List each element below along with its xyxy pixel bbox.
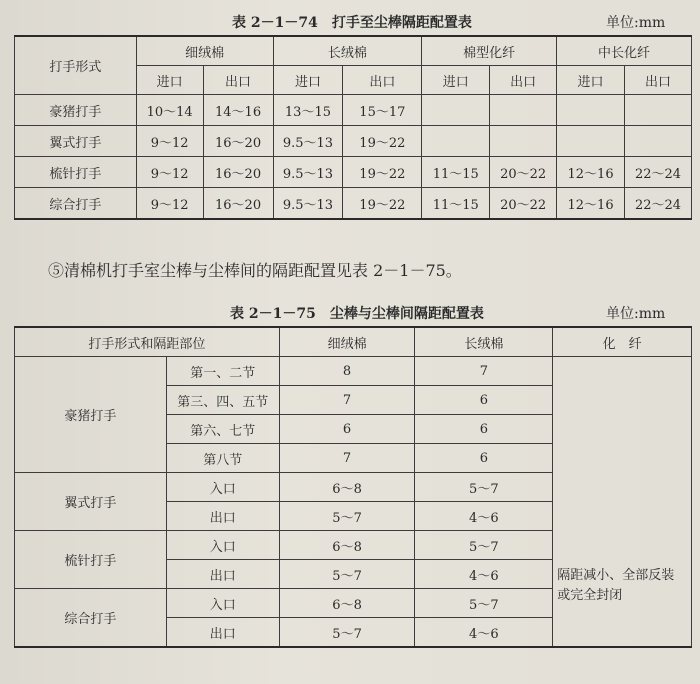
part-cell: 入口 (166, 473, 279, 502)
part-cell: 出口 (166, 560, 279, 589)
table1-row-label-header: 打手形式 (15, 36, 137, 95)
table-cell: 6～8 (279, 473, 415, 502)
table-cell: 9.5～13 (273, 188, 343, 220)
table-cell (625, 95, 692, 126)
table1-group-header: 棉型化纤 (422, 36, 557, 66)
table-cell: 22～24 (625, 157, 692, 188)
table-cell: 19～22 (343, 126, 422, 157)
table-cell: 16～20 (203, 126, 273, 157)
table1-sub-header: 出口 (203, 66, 273, 95)
table1-group-header: 细绒棉 (136, 36, 273, 66)
table-cell: 11～15 (422, 188, 490, 220)
table-cell (490, 95, 557, 126)
table-cell: 7 (415, 357, 553, 386)
table1-group-header: 长绒棉 (273, 36, 422, 66)
table-cell: 5～7 (415, 531, 553, 560)
table-cell: 5～7 (415, 473, 553, 502)
table-cell: 16～20 (203, 157, 273, 188)
table1 (14, 35, 692, 220)
table1-sub-header: 进口 (557, 66, 625, 95)
table-cell: 20～22 (490, 188, 557, 220)
table-cell: 6～8 (279, 531, 415, 560)
table-cell: 4～6 (415, 560, 553, 589)
row-name: 梳针打手 (15, 157, 137, 188)
group-name: 翼式打手 (15, 473, 167, 531)
table1-sub-header: 进口 (273, 66, 343, 95)
group-name: 豪猪打手 (15, 357, 167, 473)
table-cell: 9.5～13 (273, 157, 343, 188)
table-row (15, 126, 692, 157)
table2-unit: 单位:mm (606, 306, 666, 322)
table-cell: 22～24 (625, 188, 692, 220)
table-cell: 4～6 (415, 502, 553, 531)
table2-header-chem: 化 纤 (553, 327, 692, 357)
table2-header-long: 长绒棉 (415, 327, 553, 357)
table-cell: 13～15 (273, 95, 343, 126)
table-cell (557, 95, 625, 126)
table-cell: 16～20 (203, 188, 273, 220)
table-cell: 7 (279, 386, 415, 415)
table-cell: 7 (279, 444, 415, 473)
table1-sub-header: 出口 (343, 66, 422, 95)
part-cell: 第八节 (166, 444, 279, 473)
table-cell (422, 126, 490, 157)
table-cell: 9～12 (136, 188, 203, 220)
table-cell: 8 (279, 357, 415, 386)
table-cell: 19～22 (343, 188, 422, 220)
table-cell: 6 (415, 386, 553, 415)
table-cell (490, 126, 557, 157)
group-name: 梳针打手 (15, 531, 167, 589)
part-cell: 第一、二节 (166, 357, 279, 386)
body-paragraph: ⑤清棉机打手室尘棒与尘棒间的隔距配置见表 2－1－75。 (48, 261, 462, 280)
part-cell: 入口 (166, 531, 279, 560)
table1-caption: 表 2－1－74 打手至尘棒隔距配置表 (232, 15, 472, 31)
table2-header-part: 打手形式和隔距部位 (15, 327, 280, 357)
row-name: 豪猪打手 (15, 95, 137, 126)
table-cell: 5～7 (415, 589, 553, 618)
table-cell: 6 (279, 415, 415, 444)
table-cell: 5～7 (279, 502, 415, 531)
table-cell: 19～22 (343, 157, 422, 188)
table-cell: 11～15 (422, 157, 490, 188)
table-row (15, 157, 692, 188)
table1-sub-header: 出口 (625, 66, 692, 95)
row-name: 翼式打手 (15, 126, 137, 157)
table-cell: 12～16 (557, 188, 625, 220)
table-cell: 14～16 (203, 95, 273, 126)
table-cell: 5～7 (279, 560, 415, 589)
part-cell: 出口 (166, 618, 279, 648)
table-cell: 9～12 (136, 126, 203, 157)
table1-unit: 单位:mm (606, 15, 666, 31)
table1-sub-header: 出口 (490, 66, 557, 95)
table1-sub-header: 进口 (422, 66, 490, 95)
table-cell (422, 95, 490, 126)
chem-note-cell: 隔距减小、全部反装或完全封闭 (553, 357, 692, 648)
table-cell: 9～12 (136, 157, 203, 188)
table-cell: 12～16 (557, 157, 625, 188)
table-cell (625, 126, 692, 157)
table1-group-header: 中长化纤 (557, 36, 692, 66)
table-cell: 10～14 (136, 95, 203, 126)
part-cell: 出口 (166, 502, 279, 531)
table-cell: 9.5～13 (273, 126, 343, 157)
table2 (14, 326, 692, 648)
group-name: 综合打手 (15, 589, 167, 648)
table-row (15, 357, 692, 386)
table-row (15, 95, 692, 126)
table2-header-fine: 细绒棉 (279, 327, 415, 357)
table-row (15, 188, 692, 220)
table-cell: 6 (415, 444, 553, 473)
table2-caption: 表 2－1－75 尘棒与尘棒间隔距配置表 (230, 306, 484, 322)
row-name: 综合打手 (15, 188, 137, 220)
table-cell: 5～7 (279, 618, 415, 648)
table1-sub-header: 进口 (136, 66, 203, 95)
part-cell: 入口 (166, 589, 279, 618)
table-cell: 15～17 (343, 95, 422, 126)
table-cell: 4～6 (415, 618, 553, 648)
part-cell: 第六、七节 (166, 415, 279, 444)
table-cell: 6～8 (279, 589, 415, 618)
table-cell: 6 (415, 415, 553, 444)
table-cell: 20～22 (490, 157, 557, 188)
part-cell: 第三、四、五节 (166, 386, 279, 415)
table-cell (557, 126, 625, 157)
